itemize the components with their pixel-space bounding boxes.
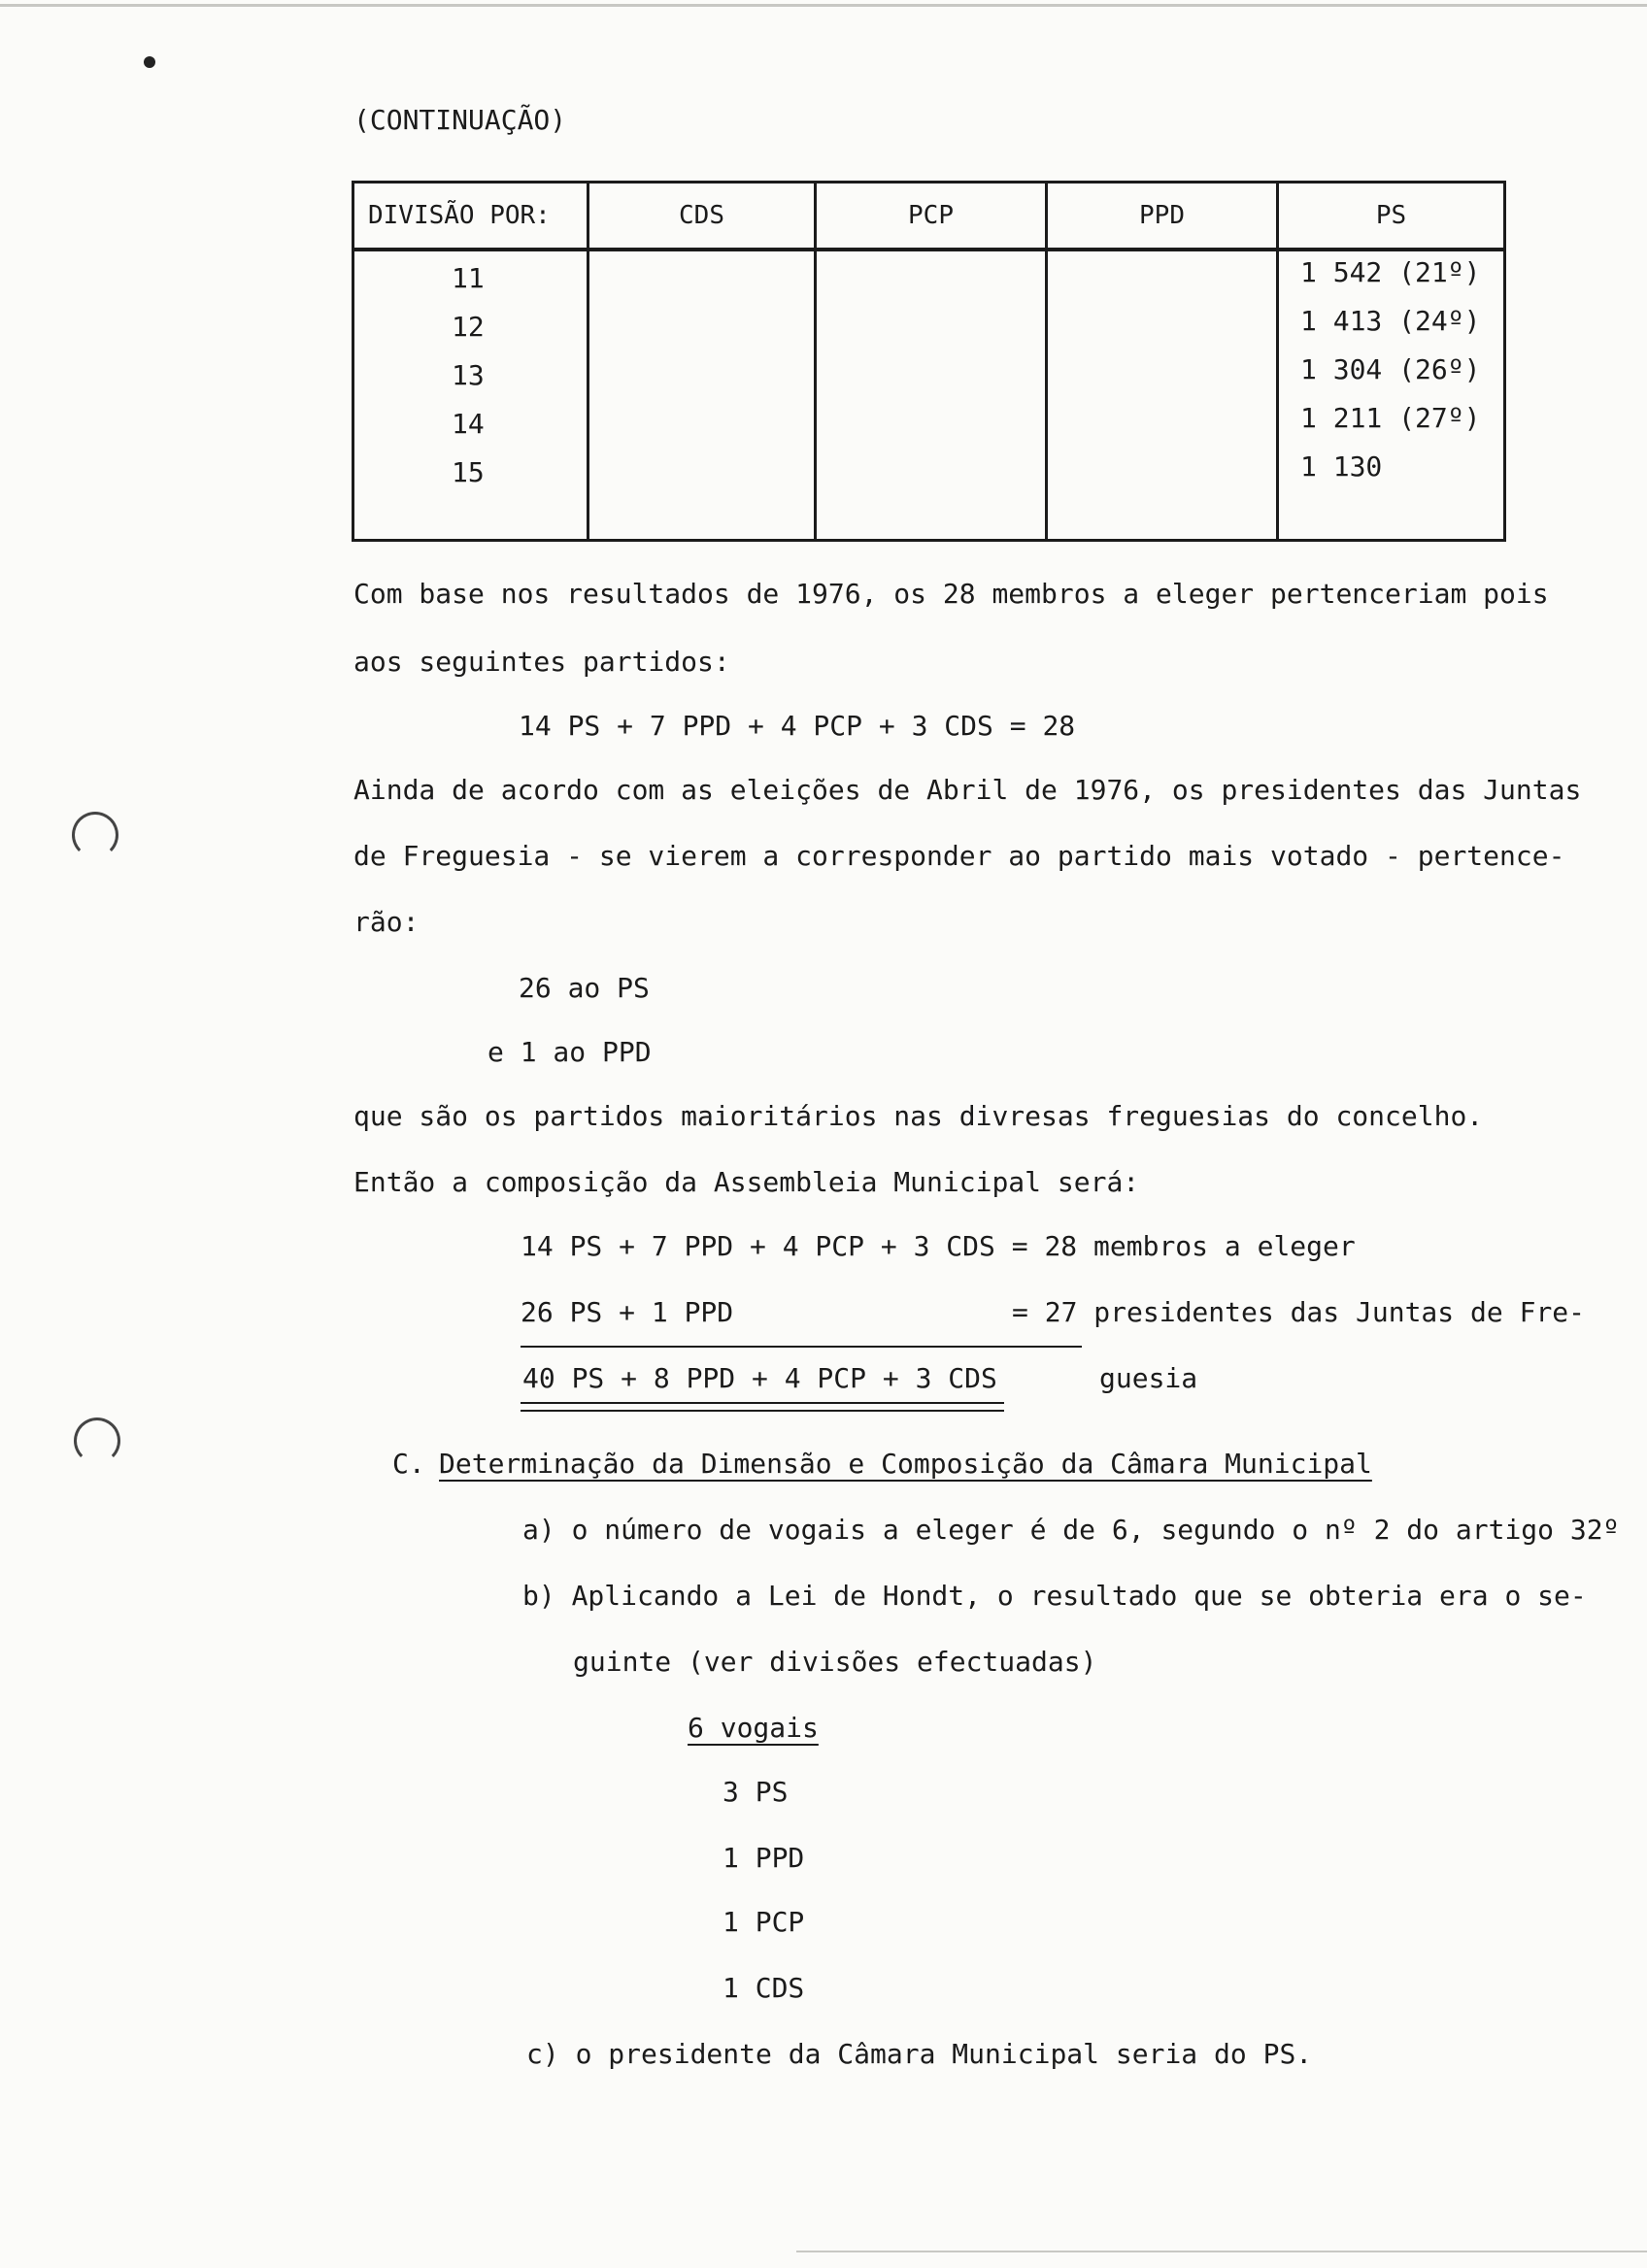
ps-quotient: 1 542 (21º) <box>1300 256 1481 288</box>
scan-dot-mark <box>144 56 155 68</box>
vogais-title: 6 vogais <box>688 1712 819 1744</box>
vogal-item: 3 PS <box>723 1776 789 1808</box>
item-a: a) o número de vogais a eleger é de 6, segundo o nº 2 do artigo 32º <box>522 1514 1620 1546</box>
divisor-value: 15 <box>452 456 485 488</box>
list-item: e 1 ao PPD <box>487 1036 652 1068</box>
paragraph-line: Ainda de acordo com as eleições de Abril de 1976, os presidentes das Juntas <box>353 774 1582 806</box>
item-b: guinte (ver divisões efectuadas) <box>573 1646 1097 1678</box>
vogal-item: 1 CDS <box>723 1972 805 2004</box>
header-ppd: PPD <box>1047 183 1278 250</box>
ps-quotient: 1 304 (26º) <box>1300 353 1481 385</box>
section-c-title: Determinação da Dimensão e Composição da Câmara Municipal <box>439 1448 1372 1480</box>
divisor-value: 14 <box>452 408 485 440</box>
hondt-division-table <box>352 181 1506 542</box>
header-pcp: PCP <box>816 183 1047 250</box>
ps-quotient: 1 211 (27º) <box>1300 402 1481 434</box>
sum-total: 40 PS + 8 PPD + 4 PCP + 3 CDS <box>522 1362 997 1394</box>
header-cds: CDS <box>588 183 816 250</box>
scan-bottom-edge <box>796 2251 1647 2252</box>
punch-hole-mark <box>72 812 118 858</box>
ppd-column <box>1047 250 1278 541</box>
paragraph-line: aos seguintes partidos: <box>353 646 730 678</box>
table-header-row <box>353 183 1505 250</box>
list-item: 26 ao PS <box>519 972 650 1004</box>
sum-line: = 27 presidentes das Juntas de Fre- <box>1012 1296 1586 1328</box>
scan-top-edge <box>0 4 1647 7</box>
paragraph-line: Então a composição da Assembleia Municipal será: <box>353 1166 1140 1198</box>
vogal-item: 1 PPD <box>723 1842 805 1874</box>
paragraph-line: rão: <box>353 906 420 938</box>
sum-line: 14 PS + 7 PPD + 4 PCP + 3 CDS = 28 membros a eleger <box>521 1230 1356 1262</box>
punch-hole-mark <box>74 1418 120 1464</box>
pcp-column <box>816 250 1047 541</box>
ps-column <box>1278 250 1505 541</box>
paragraph-line: Com base nos resultados de 1976, os 28 membros a eleger pertenceriam pois <box>353 578 1549 610</box>
table-body-row <box>353 250 1505 541</box>
ps-quotient: 1 130 <box>1300 450 1383 483</box>
divisor-value: 11 <box>452 262 485 294</box>
paragraph-line: de Freguesia - se vierem a corresponder ao partido mais votado - pertence- <box>353 840 1565 872</box>
paragraph-line: que são os partidos maioritários nas divresas freguesias do concelho. <box>353 1100 1484 1132</box>
sum-total-underline <box>521 1410 1004 1412</box>
continuation-label: (CONTINUAÇÃO) <box>353 104 567 136</box>
sum-total-underline <box>521 1402 1004 1404</box>
header-ps: PS <box>1278 183 1505 250</box>
item-c: c) o presidente da Câmara Municipal seria do PS. <box>526 2038 1313 2070</box>
cds-column <box>588 250 816 541</box>
divisor-value: 13 <box>452 359 485 391</box>
item-b: b) Aplicando a Lei de Hondt, o resultado que se obteria era o se- <box>522 1580 1587 1612</box>
vogal-item: 1 PCP <box>723 1906 805 1938</box>
divisor-value: 12 <box>452 311 485 343</box>
sum-line: 26 PS + 1 PPD <box>521 1296 734 1328</box>
sum-rule <box>521 1346 1082 1348</box>
section-c-letter: C. <box>392 1448 425 1480</box>
header-divisao-por: DIVISÃO POR: <box>353 183 588 250</box>
sum-total-tail: guesia <box>1099 1362 1198 1394</box>
seat-formula: 14 PS + 7 PPD + 4 PCP + 3 CDS = 28 <box>519 710 1076 742</box>
ps-quotient: 1 413 (24º) <box>1300 305 1481 337</box>
divisors-column <box>353 250 588 541</box>
